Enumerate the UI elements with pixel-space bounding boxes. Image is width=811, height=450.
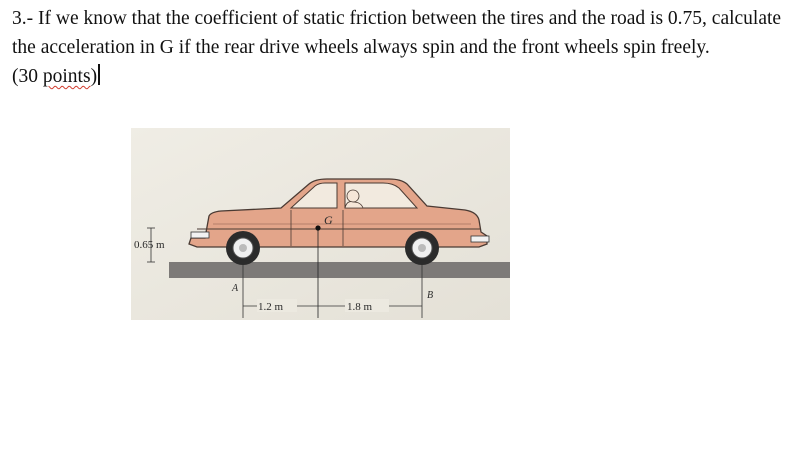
points-word: points xyxy=(42,66,91,87)
points-open: (30 xyxy=(12,66,43,87)
car-diagram xyxy=(131,128,510,320)
label-dim-right: 1.8 m xyxy=(347,301,373,313)
points-label xyxy=(12,66,100,87)
points-close: ) xyxy=(90,66,98,87)
label-g: G xyxy=(324,213,333,227)
label-b: B xyxy=(427,290,434,301)
rear-wheel xyxy=(226,231,260,265)
driver-head xyxy=(347,190,359,202)
question-text[interactable] xyxy=(12,4,802,91)
car-figure xyxy=(131,128,510,320)
question-number: 3.- xyxy=(12,8,34,29)
front-wheel xyxy=(405,231,439,265)
g-point xyxy=(315,225,320,230)
question-body: If we know that the coefficient of static friction between the tires and the road is 0.75, calculate the acceleration in G if the rear drive wheels always spin and the front wheels spin freely. xyxy=(12,8,782,58)
label-a: A xyxy=(232,283,239,294)
label-dim-left: 1.2 m xyxy=(258,301,284,313)
text-cursor xyxy=(98,64,100,85)
label-height: 0.65 m xyxy=(134,239,165,251)
road xyxy=(169,262,510,278)
